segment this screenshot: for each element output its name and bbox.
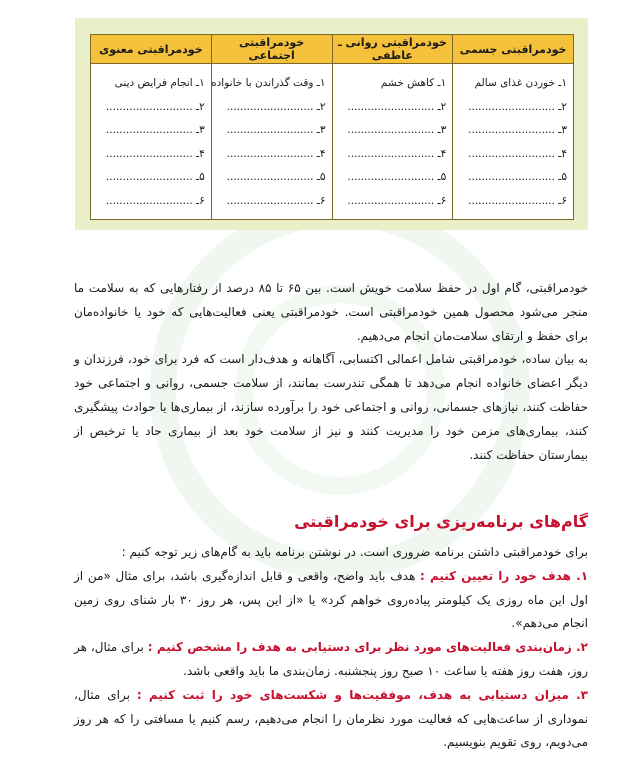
- list-item: ۲ـ ..........................: [468, 100, 567, 113]
- list-item: ۴ـ ..........................: [226, 147, 326, 160]
- step-1-label: ۱. هدف خود را تعیین کنیم :: [420, 568, 589, 583]
- list-item: ۶ـ ..........................: [347, 194, 447, 207]
- step-3-label: ۳. میزان دستیابی به هدف، موفقیت‌ها و شکست‌های خود را ثبت کنیم :: [136, 687, 588, 702]
- list-item: ۶ـ ..........................: [226, 194, 326, 207]
- list-item: ۵ـ ..........................: [347, 171, 447, 183]
- step-2: [74, 636, 588, 684]
- paragraph-explanation: به بیان ساده، خودمراقبتی شامل اعمالی اکتسابی، آگاهانه و هدف‌دار است که فرد برای خود، فرزندان و دیگر اعضای خانواده انجام می‌دهد تا همگی تندرست بمانند، از سلامت جسمی، روانی و اجتماعی خود حفاظت کنند، نیازهای جسمانی، روانی و اجتماعی خود را برآورده سازند، از بیماری‌ها یا حوادث پیشگیری کنند، بیماری‌های مزمن خود را مدیریت کنند و نیز از سلامت خود بعد از بیماری حاد یا ترخیص از بیمارستان حفاظت کنند.: [74, 352, 588, 462]
- paragraph-definition: خودمراقبتی، گام اول در حفظ سلامت خویش است. بین ۶۵ تا ۸۵ درصد از رفتارهایی که به سلامت ما منجر می‌شود محصول همین خودمراقبتی است. خودمراقبتی یعنی فعالیت‌هایی که خود یا خانواده‌مان برای حفظ و ارتقای سلامت‌مان انجام می‌دهیم.: [74, 281, 588, 343]
- column-spiritual: [91, 64, 212, 220]
- list-item: ۵ـ ..........................: [468, 171, 567, 183]
- self-care-table-panel: [75, 18, 588, 230]
- step-2-text: برای مثال، هر روز، هفت روز هفته یا ساعت ۱۰ صبح روز پنجشنبه. زمان‌بندی ما باید واقعی باشد.: [74, 640, 588, 678]
- step-3-text: برای مثال، نموداری از ساعت‌هایی که فعالیت مورد نظرمان را انجام می‌دهیم، رسم کنیم یا مسافتی را که هر روز می‌دویم، روی تقویم بنویسیم.: [74, 687, 588, 750]
- list-item: ۲ـ ..........................: [226, 100, 326, 113]
- step-2-label: ۲. زمان‌بندی فعالیت‌های مورد نظر برای دستیابی به هدف را مشخص کنیم :: [147, 640, 588, 655]
- steps-intro: برای خودمراقبتی داشتن برنامه ضروری است. در نوشتن برنامه باید به گام‌های زیر توجه کنیم :: [121, 545, 588, 559]
- list-item: ۵ـ ..........................: [105, 171, 205, 183]
- self-care-table: [90, 34, 574, 220]
- list-item: ۴ـ ..........................: [347, 147, 447, 160]
- list-item: ۱ـ کاهش خشم: [380, 77, 447, 89]
- table-header-row: [91, 35, 574, 64]
- list-item: ۵ـ ..........................: [226, 171, 326, 183]
- header-emotional: خودمراقبتی روانی ـ عاطفی: [332, 35, 453, 64]
- step-3: [74, 684, 588, 755]
- table-row: [91, 64, 574, 220]
- header-social: خودمراقبتی اجتماعی: [211, 35, 332, 64]
- header-spiritual: خودمراقبتی معنوی: [91, 35, 212, 64]
- column-social: [211, 64, 332, 220]
- list-item: ۲ـ ..........................: [105, 100, 205, 113]
- steps-section: [74, 541, 588, 755]
- list-item: ۴ـ ..........................: [468, 147, 567, 160]
- column-physical: [453, 64, 574, 220]
- step-1: [74, 565, 588, 636]
- step-1-text: هدف باید واضح، واقعی و قابل اندازه‌گیری باشد، برای مثال «من از اول این ماه روزی یک کیلومتر پیاده‌روی خواهم کرد» یا «از این پس، هر روز ۳۰ بار شنای روی زمین انجام می‌دهم».: [74, 568, 589, 631]
- list-item: ۳ـ ..........................: [347, 124, 447, 136]
- list-item: ۲ـ ..........................: [347, 100, 447, 113]
- intro-section: [74, 277, 588, 467]
- list-item: ۴ـ ..........................: [105, 147, 205, 160]
- header-physical: خودمراقبتی جسمی: [453, 35, 574, 64]
- list-item: ۱ـ خوردن غذای سالم: [474, 77, 567, 89]
- list-item: ۳ـ ..........................: [468, 124, 567, 136]
- section-heading: گام‌های برنامه‌ریزی برای خودمراقبتی: [294, 512, 588, 531]
- list-item: ۳ـ ..........................: [226, 124, 326, 136]
- list-item: ۱ـ وقت گذراندن با خانواده: [211, 77, 326, 89]
- list-item: ۶ـ ..........................: [105, 194, 205, 207]
- list-item: ۶ـ ..........................: [468, 194, 567, 207]
- column-emotional: [332, 64, 453, 220]
- list-item: ۳ـ ..........................: [105, 124, 205, 136]
- list-item: ۱ـ انجام فرایض دینی: [114, 77, 205, 89]
